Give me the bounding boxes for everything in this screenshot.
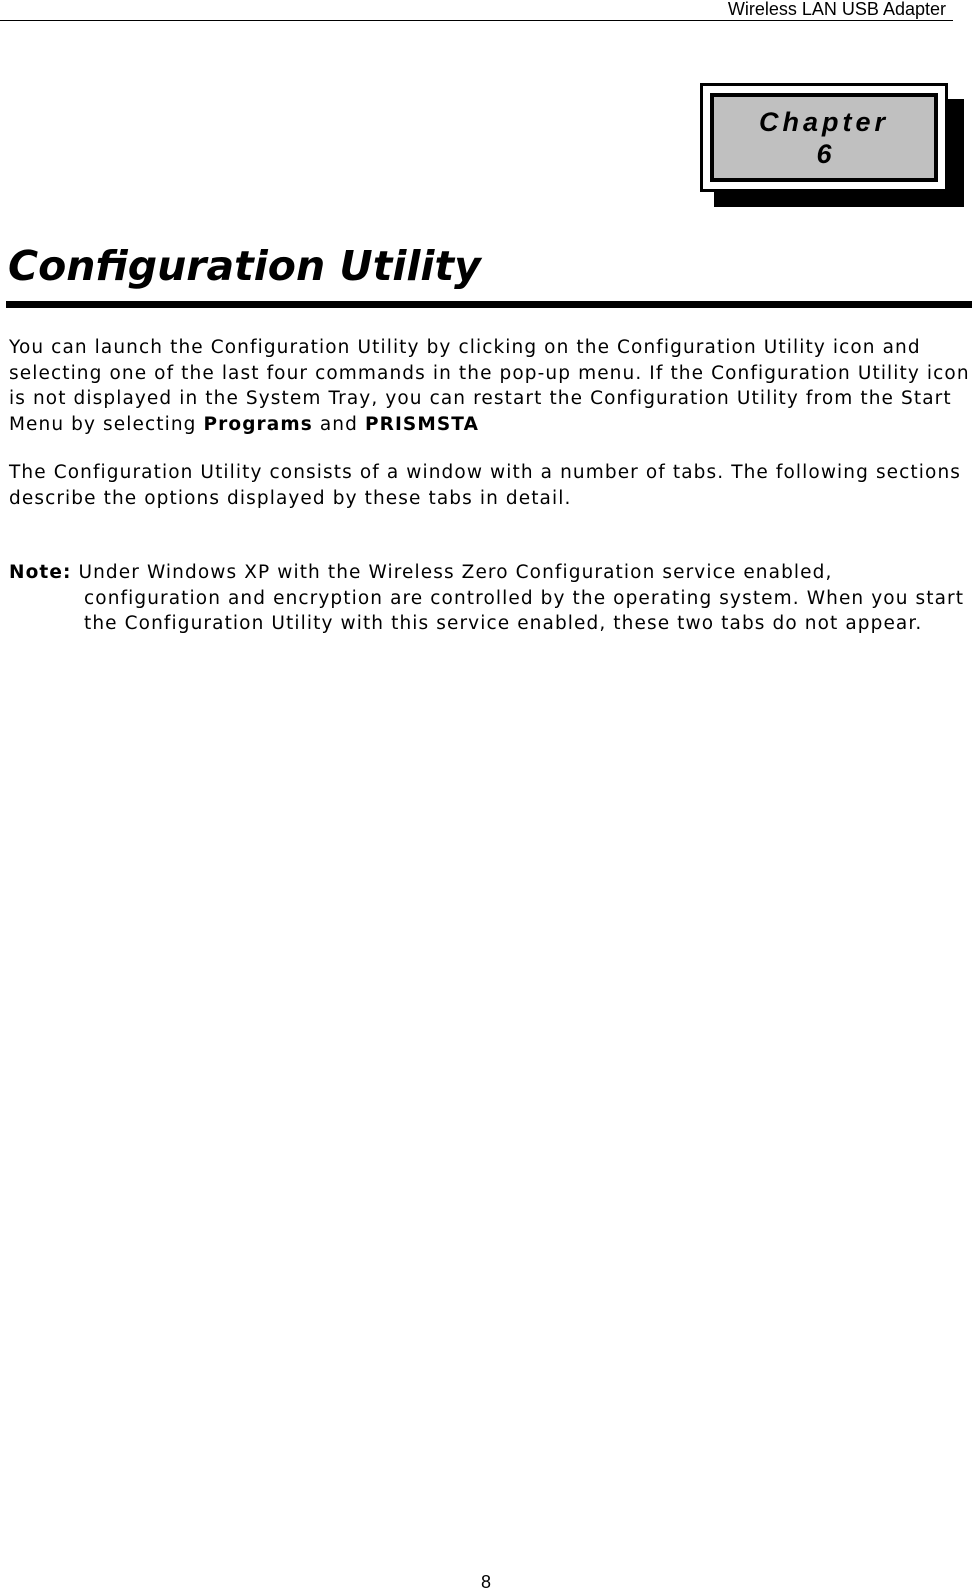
chapter-badge-inner xyxy=(710,93,938,182)
title-rule xyxy=(6,301,972,308)
chapter-badge xyxy=(700,83,948,192)
chapter-number: 6 xyxy=(816,138,832,169)
running-header xyxy=(0,0,953,21)
connector-text: and xyxy=(312,413,365,435)
note-continuation: configuration and encryption are controlled by the operating system. When you start the Configuration Utility with this service enabled, these two tabs do not appear. xyxy=(84,587,965,634)
note-label: Note: xyxy=(9,562,72,583)
page-number: 8 xyxy=(480,1572,491,1592)
tabs-paragraph: The Configuration Utility consists of a window with a number of tabs. The following sections describe the options displayed by these tabs in detail. xyxy=(9,462,962,509)
prismsta-keyword: PRISMSTA xyxy=(364,413,479,435)
note-first-line xyxy=(9,560,972,586)
note-line1: Under Windows XP with the Wireless Zero Configuration service enabled, xyxy=(78,562,833,583)
chapter-label: Chapter xyxy=(758,106,889,137)
intro-paragraph xyxy=(9,335,972,437)
programs-keyword: Programs xyxy=(203,413,313,435)
section-title: Configuration Utility xyxy=(8,242,481,290)
running-header-title: Wireless LAN USB Adapter xyxy=(727,0,946,19)
note-block xyxy=(9,560,972,637)
intro-text: You can launch the Configuration Utility by clicking on the Configuration Utility icon and selecting one of the last four commands in the pop-up menu. If the Configuration Utility icon is not displayed in the System Tray, you can restart the Configuration Utility from the Start Menu by selecting xyxy=(9,337,970,435)
